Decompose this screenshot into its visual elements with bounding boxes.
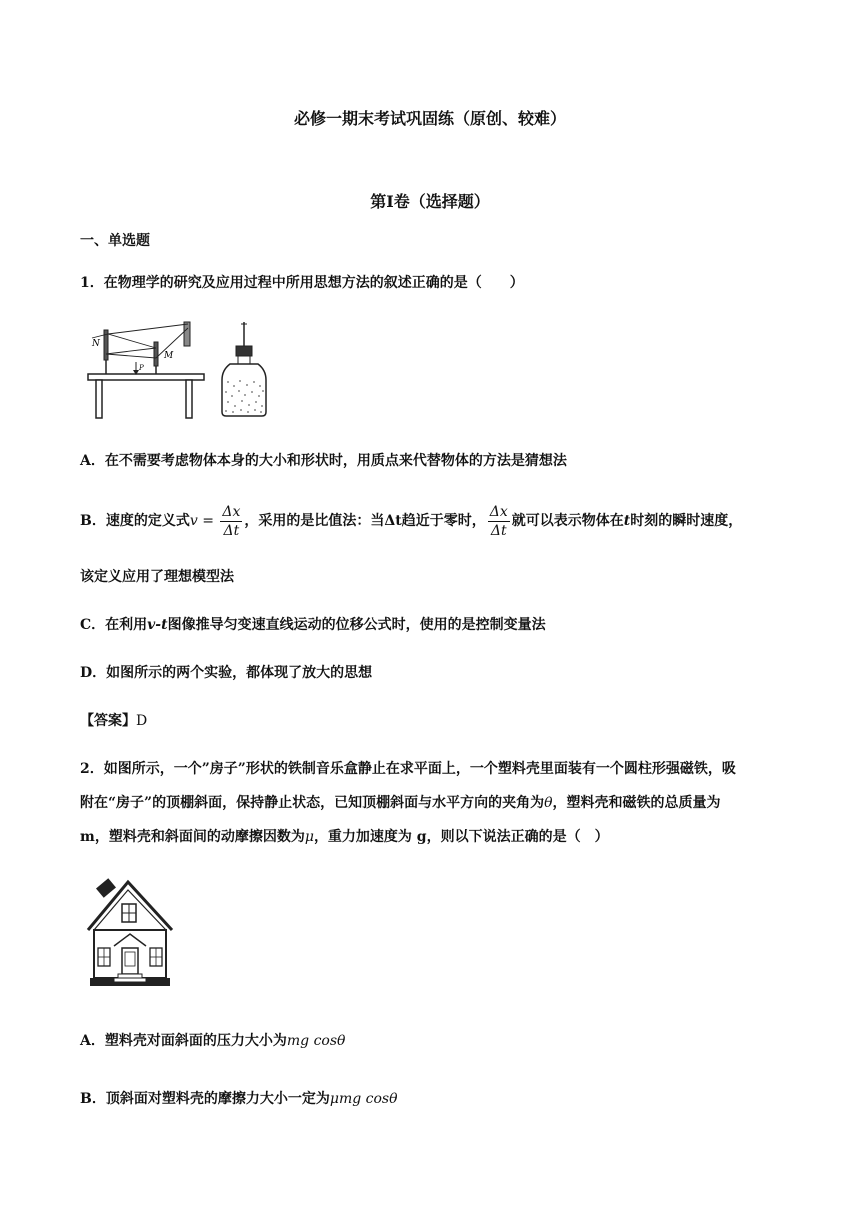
q1-b-v: v: [189, 513, 198, 529]
q1-b-text-4: 就可以表示物体在: [511, 513, 624, 529]
q1-b-fraction-2: [488, 503, 510, 540]
label-p: P: [139, 364, 144, 372]
q2-option-a: [80, 1030, 345, 1050]
q2-line2-text-a: 附在“房子”的顶棚斜面，保持静止状态，已知顶棚斜面与水平方向的夹角为: [80, 795, 545, 811]
mirror-experiment-figure: [84, 318, 212, 422]
q2-stem-line-1: 2．如图所示，一个”房子”形状的铁制音乐盒静止在求平面上，一个塑料壳里面装有一个圆柱形强磁铁，吸: [80, 761, 736, 777]
frac-denominator: Δt: [490, 522, 507, 539]
frac-numerator: Δx: [222, 503, 241, 520]
frac-denominator: Δt: [223, 522, 240, 539]
q2-stem-line-2: [80, 792, 721, 812]
q2-a-expression: mg cosθ: [286, 1033, 346, 1049]
q1-answer: [80, 710, 147, 730]
page-title: 必修一期末考试巩固练（原创、较难）: [293, 109, 566, 128]
q1-b-eq: =: [197, 513, 219, 529]
q1-option-c: [80, 614, 546, 634]
q2-b-expression: μmg cosθ: [329, 1091, 398, 1107]
part-heading: 第Ⅰ卷（选择题）: [370, 192, 490, 211]
answer-value: D: [136, 713, 148, 729]
house-figure: [84, 874, 178, 992]
q1-b-text-5: 时刻的瞬时速度，: [630, 513, 743, 529]
mu-symbol: μ: [304, 829, 314, 845]
q2-line3-text-b: ，重力加速度为 g，则以下说法正确的是（ ）: [313, 829, 609, 845]
q2-a-text: A．塑料壳对面斜面的压力大小为: [80, 1033, 287, 1049]
q1-option-b: [80, 500, 742, 542]
theta-symbol: θ: [544, 795, 553, 811]
q1-option-d: D．如图所示的两个实验，都体现了放大的思想: [80, 665, 373, 681]
q1-c-text-1: C．在利用: [80, 617, 148, 633]
answer-label: 【答案】: [80, 713, 136, 729]
q1-option-b-continued: 该定义应用了理想模型法: [80, 569, 234, 585]
q1-stem: 1．在物理学的研究及应用过程中所用思想方法的叙述正确的是（ ）: [80, 275, 524, 291]
q1-b-fraction-1: [220, 503, 242, 540]
section-heading: 一、单选题: [80, 233, 150, 249]
q1-option-a: A．在不需要考虑物体本身的大小和形状时，用质点来代替物体的方法是猜想法: [80, 453, 567, 469]
q1-c-vt: v-t: [147, 617, 168, 633]
q2-line3-text-a: m，塑料壳和斜面间的动摩擦因数为: [80, 829, 305, 845]
label-m: M: [164, 351, 174, 361]
q1-b-text-3: 趋近于零时，: [401, 513, 486, 529]
q1-b-text-1: B．速度的定义式: [80, 513, 190, 529]
q1-b-dt: Δt: [384, 513, 402, 529]
frac-numerator: Δx: [489, 503, 508, 520]
label-n: N: [92, 339, 100, 349]
q2-stem-line-3: [80, 826, 609, 846]
q1-c-text-2: 图像推导匀变速直线运动的位移公式时，使用的是控制变量法: [167, 617, 546, 633]
flask-experiment-figure: [220, 320, 270, 420]
q2-b-text: B．顶斜面对塑料壳的摩擦力大小一定为: [80, 1091, 330, 1107]
q1-b-text-2: ，采用的是比值法：当: [244, 513, 385, 529]
q2-line2-text-b: ，塑料壳和磁铁的总质量为: [552, 795, 721, 811]
q1-b-t: t: [623, 513, 631, 529]
q2-option-b: [80, 1088, 398, 1108]
